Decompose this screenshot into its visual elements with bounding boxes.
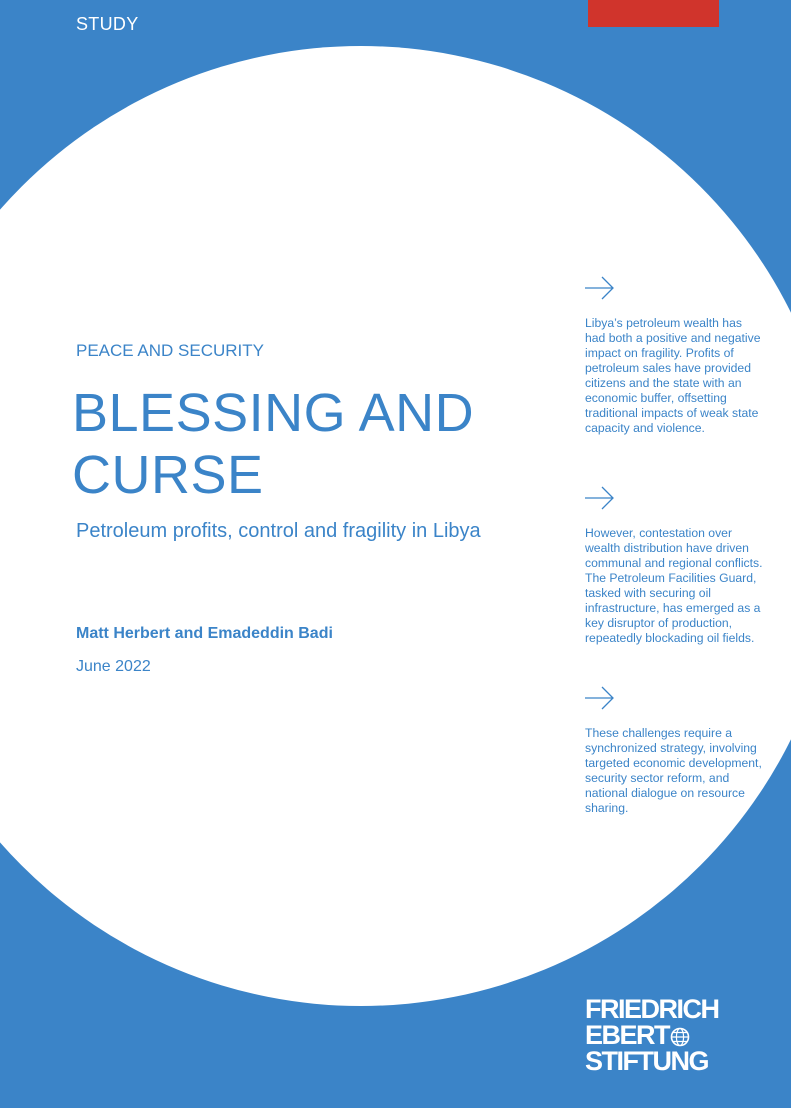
logo-line-3: STIFTUNG <box>585 1046 708 1076</box>
globe-icon <box>670 1027 690 1047</box>
page-title <box>72 382 512 506</box>
key-point-3 <box>580 680 765 816</box>
category-label: PEACE AND SECURITY <box>76 341 264 360</box>
arrow-right-icon <box>582 270 618 306</box>
key-point-text: However, contestation over wealth distribution have driven communal and regional conflicts. The Petroleum Facilities Guard, tasked with securing oil infrastructure, has emerged as a key disruptor of production, repeatedly blockading oil fields. <box>585 526 763 645</box>
key-point-2 <box>580 480 765 646</box>
key-point-text: These challenges require a synchronized strategy, involving targeted economic development, security sector reform, and national dialogue on resource sharing. <box>585 726 762 815</box>
publication-date: June 2022 <box>76 658 151 675</box>
key-point-text: Libya’s petroleum wealth has had both a positive and negative impact on fragility. Profits of petroleum sales have provided citizens and the state with an economic buffer, offsetting traditional impacts of weak state capacity and violence. <box>585 316 761 435</box>
logo-line-2 <box>585 1022 719 1048</box>
arrow-right-icon <box>582 680 618 716</box>
logo-line-2-text: EBERT <box>585 1020 670 1050</box>
logo-line-1: FRIEDRICH <box>585 994 719 1024</box>
red-tab-decoration <box>588 0 719 27</box>
fes-logo <box>585 996 719 1074</box>
authors: Matt Herbert and Emadeddin Badi <box>76 625 333 642</box>
title-line-1: BLESSING AND <box>72 383 475 443</box>
study-label: STUDY <box>76 14 139 34</box>
arrow-right-icon <box>582 480 618 516</box>
title-line-2: CURSE <box>72 445 264 505</box>
subtitle: Petroleum profits, control and fragility in Libya <box>76 520 481 542</box>
key-point-1 <box>580 270 765 436</box>
